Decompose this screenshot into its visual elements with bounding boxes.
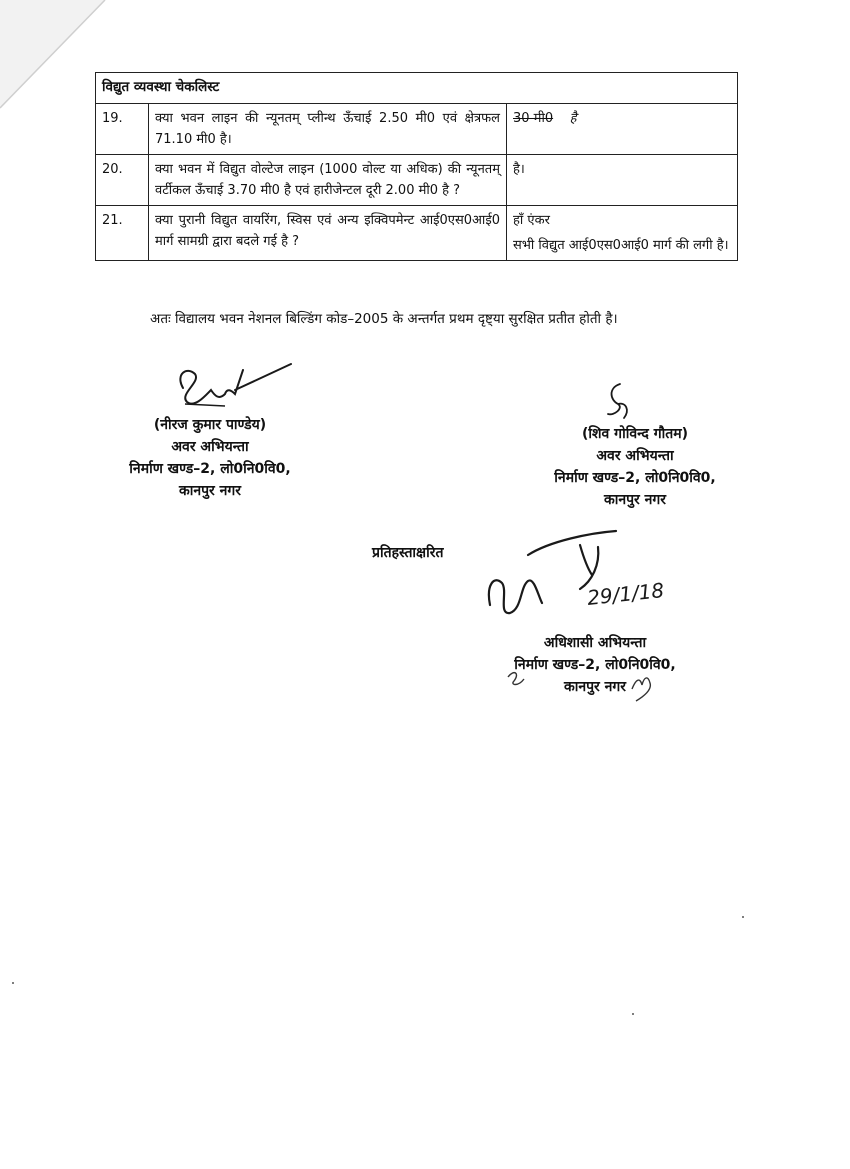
speck [632,1013,634,1015]
table-header-row [96,73,738,104]
speck [742,916,744,918]
table-row [96,104,738,155]
signatory-city: कानपुर नगर [178,483,242,499]
handwritten-answer: है [569,111,577,126]
row-question: क्या भवन में विद्युत वोल्टेज लाइन (1000 वोल्ट या अधिक) की न्यूनतम् वर्टीकल ऊँचाई 3.70 मी0 है एवं हारीजेन्टल दूरी 2.00 मी0 है ? [149,155,507,206]
speck [12,982,14,984]
signatory-right [525,423,745,511]
row-number: 20. [96,155,149,206]
struck-answer: 30 मी0 [513,111,554,126]
signatory-designation: अवर अभियन्ता [171,439,249,455]
page-corner-fold [0,0,110,110]
countersigned-label: प्रतिहस्ताक्षरित [372,545,444,561]
initials-mark [500,655,660,705]
signatory-office: निर्माण खण्ड–2, लो0नि0वि0, [554,470,716,486]
signatory-designation: अवर अभियन्ता [596,448,674,464]
row-answer: है। [507,155,738,206]
signatory-name: (शिव गोविन्द गौतम) [581,426,688,442]
answer-line: सभी विद्युत आई0एस0आई0 मार्ग की लगी है। [513,238,729,253]
signatory-left [100,414,320,502]
signatory-city: कानपुर नगर [563,679,627,695]
answer-line: हाँ एंकर [513,213,550,228]
table-row [96,155,738,206]
row-answer [507,104,738,155]
signatory-city: कानपुर नगर [603,492,667,508]
checklist-title: विद्युत व्यवस्था चेकलिस्ट [96,73,738,104]
countersign-date: 29/1/18 [586,578,666,610]
electrical-checklist-table [95,72,738,261]
signatory-office: निर्माण खण्ड–2, लो0नि0वि0, [514,657,676,673]
conclusion-paragraph: अतः विद्यालय भवन नेशनल बिल्डिंग कोड–2005 के अन्तर्गत प्रथम दृष्ट्या सुरक्षित प्रतीत होती है। [150,311,618,327]
signatory-office: निर्माण खण्ड–2, लो0नि0वि0, [129,461,291,477]
row-number: 19. [96,104,149,155]
signature-right [600,380,640,425]
signature-left [165,360,295,415]
row-question: क्या पुरानी विद्युत वायरिंग, स्विस एवं अन्य इक्विपमेन्ट आई0एस0आई0 मार्ग सामग्री द्वारा बदले गई है ? [149,206,507,261]
row-number: 21. [96,206,149,261]
row-answer [507,206,738,261]
table-row [96,206,738,261]
signatory-name: (नीरज कुमार पाण्डेय) [153,417,267,433]
row-question: क्या भवन लाइन की न्यूनतम् प्लीन्थ ऊँचाई 2.50 मी0 एवं क्षेत्रफल 71.10 मी0 है। [149,104,507,155]
signature-executive [480,525,690,625]
signatory-designation: अधिशासी अभियन्ता [543,635,647,651]
